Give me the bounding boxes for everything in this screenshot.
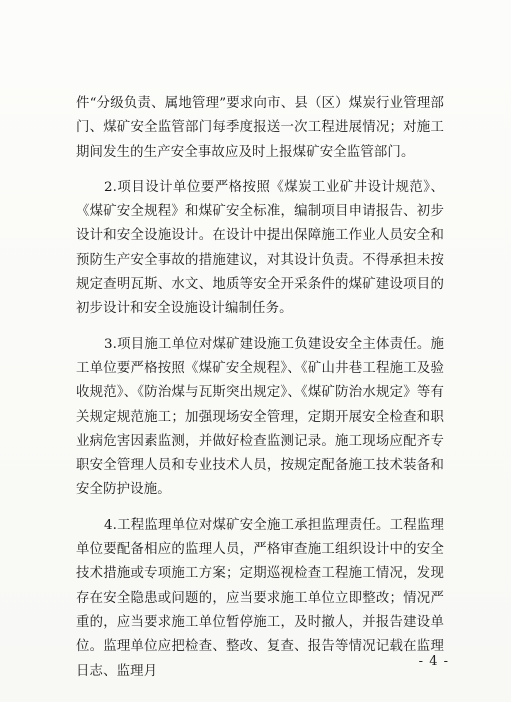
body-text [76, 92, 444, 684]
paragraph-construction-unit: 3.项目施工单位对煤矿建设施工负建设安全主体责任。施工单位要严格按照《煤矿安全规程》、《矿山井巷工程施工及验收规范》、《防治煤与瓦斯突出规定》、《煤矿防治水规定》等有关规定规范施工；加强现场安全管理，定期开展安全检查和职业病危害因素监测，并做好检查监测记录。施工现场应配齐专职安全管理人员和专业技术人员，按规定配备施工技术装备和安全防护设施。 [76, 336, 444, 498]
page-number: - 4 - [418, 654, 449, 669]
paragraph-continuation: 件“分级负责、属地管理”要求向市、县（区）煤炭行业管理部门、煤矿安全监管部门每季度报送一次工程进展情况；对施工期间发生的生产安全事故应及时上报煤矿安全监管部门。 [76, 96, 444, 160]
paragraph-supervision-unit: 4.工程监理单位对煤矿安全施工承担监理责任。工程监理单位要配备相应的监理人员，严格审查施工组织设计中的安全技术措施或专项施工方案；定期巡视检查工程施工情况，发现存在安全隐患或问题的，应当要求施工单位立即整改；情况严重的，应当要求施工单位暂停施工，及时撤人，并报告建设单位。监理单位应把检查、整改、复查、报告等情况记载在监理日志、监理月 [76, 517, 444, 679]
paragraph-design-unit: 2.项目设计单位要严格按照《煤炭工业矿井设计规范》、《煤矿安全规程》和煤矿安全标准，编制项目申请报告、初步设计和安全设施设计。在设计中提出保障施工作业人员安全和预防生产安全事故的措施建议，对其设计负责。不得承担未按规定查明瓦斯、水文、地质等安全开采条件的煤矿建设项目的初步设计和安全设施设计编制任务。 [76, 179, 444, 317]
paragraph-gap [76, 165, 444, 176]
paragraph-gap [76, 503, 444, 514]
paragraph-gap [76, 322, 444, 333]
